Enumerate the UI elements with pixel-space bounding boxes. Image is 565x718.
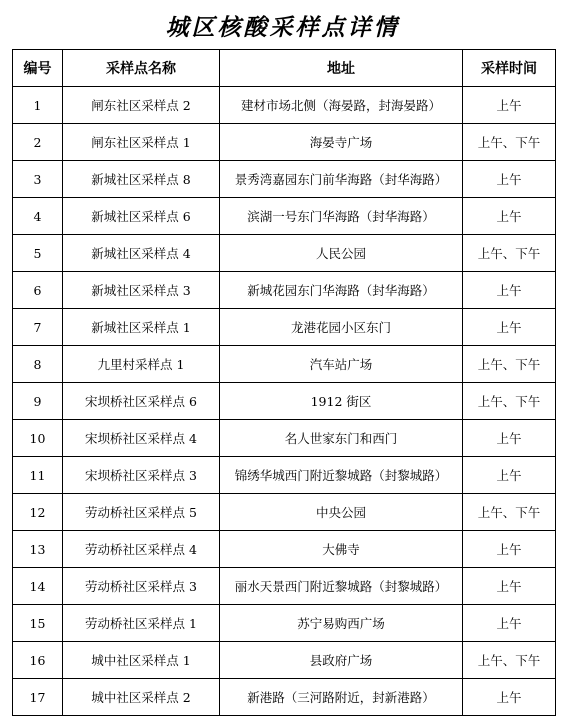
cell-no: 5 xyxy=(13,235,63,272)
table-row xyxy=(13,383,556,420)
cell-address: 海晏寺广场 xyxy=(220,124,463,161)
table-row xyxy=(13,124,556,161)
cell-name: 新城社区采样点 8 xyxy=(63,161,220,198)
cell-name: 宋坝桥社区采样点 4 xyxy=(63,420,220,457)
cell-no: 12 xyxy=(13,494,63,531)
cell-time: 上午 xyxy=(463,272,556,309)
cell-address: 滨湖一号东门华海路（封华海路） xyxy=(220,198,463,235)
cell-no: 8 xyxy=(13,346,63,383)
column-header-name: 采样点名称 xyxy=(63,50,220,87)
column-header-time: 采样时间 xyxy=(463,50,556,87)
table-row xyxy=(13,161,556,198)
cell-name: 劳动桥社区采样点 5 xyxy=(63,494,220,531)
cell-no: 4 xyxy=(13,198,63,235)
cell-no: 15 xyxy=(13,605,63,642)
cell-time: 上午、下午 xyxy=(463,124,556,161)
cell-address: 大佛寺 xyxy=(220,531,463,568)
cell-address: 名人世家东门和西门 xyxy=(220,420,463,457)
cell-no: 9 xyxy=(13,383,63,420)
cell-no: 11 xyxy=(13,457,63,494)
cell-address: 新城花园东门华海路（封华海路） xyxy=(220,272,463,309)
cell-name: 城中社区采样点 1 xyxy=(63,642,220,679)
cell-address: 汽车站广场 xyxy=(220,346,463,383)
table-row xyxy=(13,420,556,457)
cell-time: 上午 xyxy=(463,161,556,198)
cell-time: 上午 xyxy=(463,309,556,346)
column-header-address: 地址 xyxy=(220,50,463,87)
cell-name: 宋坝桥社区采样点 6 xyxy=(63,383,220,420)
cell-time: 上午、下午 xyxy=(463,494,556,531)
cell-name: 劳动桥社区采样点 3 xyxy=(63,568,220,605)
cell-no: 14 xyxy=(13,568,63,605)
table-row xyxy=(13,87,556,124)
cell-time: 上午、下午 xyxy=(463,235,556,272)
cell-name: 九里村采样点 1 xyxy=(63,346,220,383)
cell-time: 上午 xyxy=(463,198,556,235)
cell-time: 上午 xyxy=(463,87,556,124)
cell-no: 16 xyxy=(13,642,63,679)
cell-address: 县政府广场 xyxy=(220,642,463,679)
cell-no: 13 xyxy=(13,531,63,568)
cell-no: 17 xyxy=(13,679,63,716)
table-row xyxy=(13,198,556,235)
cell-address: 1912 街区 xyxy=(220,383,463,420)
table-header-row xyxy=(13,50,556,87)
cell-time: 上午 xyxy=(463,568,556,605)
cell-time: 上午 xyxy=(463,679,556,716)
table-row xyxy=(13,679,556,716)
cell-time: 上午 xyxy=(463,420,556,457)
cell-address: 建材市场北侧（海晏路，封海晏路） xyxy=(220,87,463,124)
table-row xyxy=(13,346,556,383)
cell-name: 城中社区采样点 2 xyxy=(63,679,220,716)
cell-name: 闸东社区采样点 2 xyxy=(63,87,220,124)
cell-name: 新城社区采样点 3 xyxy=(63,272,220,309)
cell-no: 2 xyxy=(13,124,63,161)
cell-name: 闸东社区采样点 1 xyxy=(63,124,220,161)
cell-address: 锦绣华城西门附近黎城路（封黎城路） xyxy=(220,457,463,494)
cell-address: 丽水天景西门附近黎城路（封黎城路） xyxy=(220,568,463,605)
cell-no: 1 xyxy=(13,87,63,124)
cell-no: 3 xyxy=(13,161,63,198)
column-header-no: 编号 xyxy=(13,50,63,87)
table-row xyxy=(13,531,556,568)
table-row xyxy=(13,457,556,494)
cell-address: 中央公园 xyxy=(220,494,463,531)
cell-time: 上午、下午 xyxy=(463,383,556,420)
cell-no: 7 xyxy=(13,309,63,346)
table-row xyxy=(13,494,556,531)
table-row xyxy=(13,568,556,605)
table-row xyxy=(13,235,556,272)
cell-name: 新城社区采样点 6 xyxy=(63,198,220,235)
cell-address: 新港路（三河路附近，封新港路） xyxy=(220,679,463,716)
table-row xyxy=(13,605,556,642)
cell-address: 苏宁易购西广场 xyxy=(220,605,463,642)
cell-name: 劳动桥社区采样点 4 xyxy=(63,531,220,568)
cell-address: 景秀湾嘉园东门前华海路（封华海路） xyxy=(220,161,463,198)
cell-time: 上午 xyxy=(463,605,556,642)
sampling-sites-table xyxy=(12,49,556,716)
table-row xyxy=(13,272,556,309)
cell-no: 6 xyxy=(13,272,63,309)
cell-time: 上午 xyxy=(463,457,556,494)
cell-address: 人民公园 xyxy=(220,235,463,272)
page-title: 城区核酸采样点详情 xyxy=(165,15,400,41)
cell-time: 上午、下午 xyxy=(463,642,556,679)
cell-name: 新城社区采样点 1 xyxy=(63,309,220,346)
cell-time: 上午、下午 xyxy=(463,346,556,383)
cell-name: 新城社区采样点 4 xyxy=(63,235,220,272)
cell-address: 龙港花园小区东门 xyxy=(220,309,463,346)
cell-name: 劳动桥社区采样点 1 xyxy=(63,605,220,642)
table-row xyxy=(13,642,556,679)
cell-no: 10 xyxy=(13,420,63,457)
cell-time: 上午 xyxy=(463,531,556,568)
cell-name: 宋坝桥社区采样点 3 xyxy=(63,457,220,494)
table-row xyxy=(13,309,556,346)
